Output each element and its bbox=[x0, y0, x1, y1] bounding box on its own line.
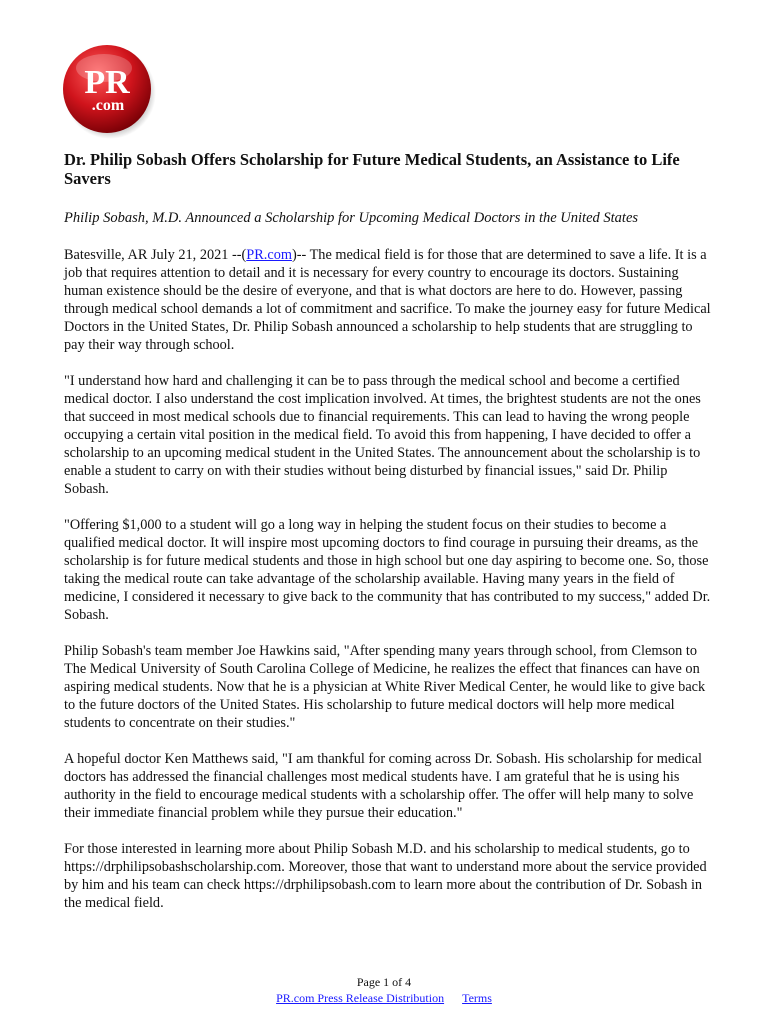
body-paragraph: Philip Sobash's team member Joe Hawkins said, "After spending many years through school, from Clemson to The Medical University of South Carolina College of Medicine, he realizes the effect that finances can have on aspiring medical students. Now that he is a physician at White River Medical Center, he would like to give back to the future doctors of the United States. His scholarship to future medical doctors will help more medical students to concentrate on their studies." bbox=[64, 643, 706, 731]
pr-com-logo-badge bbox=[58, 40, 158, 140]
body-paragraph: For those interested in learning more about Philip Sobash M.D. and his scholarship to medical students, go to https://drphilipsobashscholarship.com. Moreover, those that want to understand more about the service provided by him and his team can check https://drphilipsobash.com to learn more about the contribution of Dr. Sobash in the medical field. bbox=[64, 841, 707, 911]
article-subtitle: Philip Sobash, M.D. Announced a Scholarship for Upcoming Medical Doctors in the United States bbox=[64, 210, 639, 226]
pr-com-inline-link[interactable]: PR.com bbox=[246, 247, 292, 263]
logo-text-bottom: .com bbox=[91, 97, 125, 114]
article-title: Dr. Philip Sobash Offers Scholarship for Future Medical Students, an Assistance to Life Savers bbox=[64, 150, 680, 188]
page-footer bbox=[0, 974, 768, 1006]
dateline-prefix: Batesville, AR July 21, 2021 --( bbox=[64, 247, 247, 263]
body-paragraph: A hopeful doctor Ken Matthews said, "I am thankful for coming across Dr. Sobash. His scholarship for medical doctors has addressed the financial challenges most medical students have. I am grateful that he is using his authority in the field to encourage medical students with a scholarship offer. The offer will help many to solve their immediate financial problem while they pursue their education." bbox=[64, 751, 702, 821]
logo-text-top: PR bbox=[84, 64, 130, 101]
distribution-link[interactable]: PR.com Press Release Distribution bbox=[276, 991, 445, 1005]
terms-link[interactable]: Terms bbox=[462, 991, 492, 1005]
body-paragraph: "Offering $1,000 to a student will go a long way in helping the student focus on their studies to become a qualified medical doctor. It will inspire most upcoming doctors to find courage in pursuing their dreams, as the scholarship is for future medical students and those in high school but one day aspiring to become one. So, those taking the medical route can take advantage of the scholarship available. Having many years in the field of medicine, I considered it necessary to give back to the community that has contributed to my success," added Dr. Sobash. bbox=[64, 517, 711, 623]
dateline-paragraph bbox=[64, 246, 714, 354]
body-paragraph: "I understand how hard and challenging it can be to pass through the medical school and become a certified medical doctor. I also understand the cost implication involved. At times, the brightest students are not the ones that succeed in most medical schools due to financial requirements. This can lead to having the wrong people occupying a certain vital position in the medical field. To avoid this from happening, I have decided to offer a scholarship to an upcoming medical student in the United States. The announcement about the scholarship is to enable a student to carry on with their studies without being disturbed by financial issues," said Dr. Philip Sobash. bbox=[64, 373, 701, 497]
pr-com-logo bbox=[58, 40, 158, 140]
press-release-body bbox=[64, 150, 714, 930]
page-number: Page 1 of 4 bbox=[356, 975, 412, 989]
dateline-suffix: )-- The medical field is for those that are determined to save a life. It is a job that requires attention to detail and it is necessary for every country to encourage its doctors. Sustaining human existence should be the desire of everyone, and that is what doctors are here to do. However, passing through medical school demands a lot of commitment and sacrifice. To make the journey easy for future Medical Doctors in the United States, Dr. Philip Sobash announced a scholarship to help students that are struggling to pay their way through school. bbox=[64, 247, 711, 353]
footer-links bbox=[0, 990, 768, 1006]
